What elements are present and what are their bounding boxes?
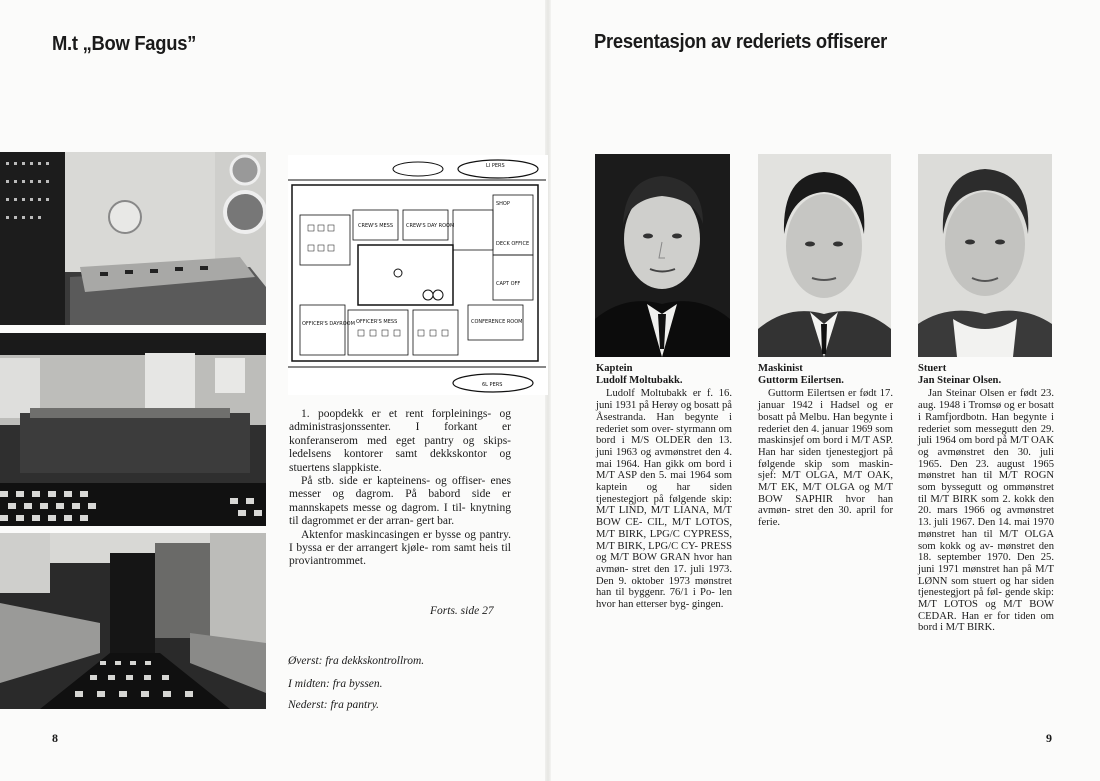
svg-text:DECK OFFICE: DECK OFFICE	[496, 241, 530, 247]
deck-control-room-photo	[0, 152, 266, 325]
svg-text:OFFICER'S MESS: OFFICER'S MESS	[356, 319, 398, 325]
body-paragraph: På stb. side er kapteinens- og offiser- enes messer og dagrom. På babord side er mannskapets messe og dagrom. I til- knytning til dagrommet er der arran- gert bar.	[289, 475, 511, 528]
page-number-right: 9	[1046, 731, 1052, 745]
continued-note: Forts. side 27	[430, 605, 494, 617]
body-paragraph: Aktenfor maskincasingen er bysse og pantry. I byssa er der arrangert kjøle- rom samt heis til proviantrommet.	[289, 528, 511, 568]
pantry-photo	[0, 533, 266, 709]
portrait-captain	[595, 154, 730, 357]
caption-middle: I midten: fra byssen.	[288, 678, 383, 690]
svg-text:SHOP: SHOP	[496, 201, 510, 207]
officer-name: Jan Steinar Olsen.	[918, 374, 1002, 386]
body-paragraph: 1. poopdekk er et rent forpleinings- og administrasjonssenter. I forkant er konferanserom med eget pantry og skips- ledelsens kontorer samt dekkskontor og stuertens slappkiste.	[289, 408, 511, 474]
officer-column-engineer	[758, 363, 893, 529]
svg-text:CONFERENCE ROOM: CONFERENCE ROOM	[471, 319, 523, 325]
officer-bio: Guttorm Eilertsen er født 17. januar 1942 i Hadsel og er bosatt på Melbu. Han begynte i rederiet den 4. januar 1969 som maskinsjef om bord i M/T ASP. Han har siden tjenestegjort på følgende skip som maskin- sjef: M/T OLGA, M/T OAK, M/T EK, M/T OLGA og M/T BOW SAPHIR hvor han avmøn- stret den 30. april for ferie.	[758, 388, 893, 529]
officer-name: Ludolf Moltubakk.	[596, 374, 683, 386]
officer-bio: Jan Steinar Olsen er født 23. aug. 1948 i Tromsø og er bosatt i Ramfjordbotn. Han begynte i rederiet som messegutt den 29. juli 1964 om bord på M/T OAK og avmønstret den 30. juli 1965. Den 23. august 1965 mønstret han til M/T ROGN som byssegutt og ommønstret til M/T BIRK som 2. kokk den 20. mars 1966 og avmønstret 13. juli 1967. Den 14. mai 1970 mønstret han til M/T OLGA som kokk og av- mønstret den 18. september 1970. Den 25. juni 1971 mønstret han på M/T LØNN som stuert og har siden tjenestegjort på føl- gende skip: M/T LOTOS og M/T BOW CEDAR. Han er for tiden om bord i M/T BIRK.	[918, 388, 1054, 634]
deck-plan-drawing	[288, 155, 548, 395]
right-page	[548, 0, 1100, 781]
page-number-left: 8	[52, 731, 58, 745]
officer-column-steward	[918, 363, 1054, 634]
left-page	[0, 0, 548, 781]
portrait-engineer	[758, 154, 891, 357]
svg-text:6L PERS: 6L PERS	[482, 382, 503, 388]
svg-text:CREW'S DAY ROOM: CREW'S DAY ROOM	[406, 223, 455, 229]
officer-name: Guttorm Eilertsen.	[758, 374, 844, 386]
officer-column-captain	[596, 363, 732, 611]
svg-text:CREW'S MESS: CREW'S MESS	[358, 223, 394, 229]
deck-description	[289, 408, 511, 569]
officer-role: Stuert	[918, 363, 947, 374]
caption-top: Øverst: fra dekkskontrollrom.	[288, 655, 425, 667]
officer-bio: Ludolf Moltubakk er f. 16. juni 1931 på Herøy og bosatt på Åsestranda. Han begynte i rederiet som over- styrmann om bord i M/S OLDER den 13. juni 1963 og avmønstret den 4. mai 1964. Han gikk om bord i M/T ASP den 5. mai 1964 som kaptein og har siden tjenestegjort på følgende skip: M/T LIND, M/T LIANA, M/T BOW CE- CIL, M/T LOTOS, M/T BIRK, LPG/C CYPRESS, M/T BIRK, LPG/C CY- PRESS og M/T BOW GRAN hvor han avmøn- stret den 17. juli 1973. Den 9. oktober 1973 mønstret han til byggenr. 76/1 i Po- len hvor han etterser byg- gingen.	[596, 388, 732, 611]
right-page-title: Presentasjon av rederiets offiserer	[594, 31, 888, 53]
officer-role: Maskinist	[758, 363, 803, 374]
left-page-title: M.t „Bow Fagus”	[52, 33, 197, 55]
svg-text:CAPT OFF: CAPT OFF	[496, 281, 521, 287]
caption-bottom: Nederst: fra pantry.	[288, 699, 380, 711]
svg-text:OFFICER'S DAYROOM: OFFICER'S DAYROOM	[302, 321, 355, 327]
portrait-steward	[918, 154, 1052, 357]
galley-photo	[0, 333, 266, 526]
svg-text:LI PERS: LI PERS	[486, 163, 505, 169]
officer-role: Kaptein	[596, 363, 633, 374]
